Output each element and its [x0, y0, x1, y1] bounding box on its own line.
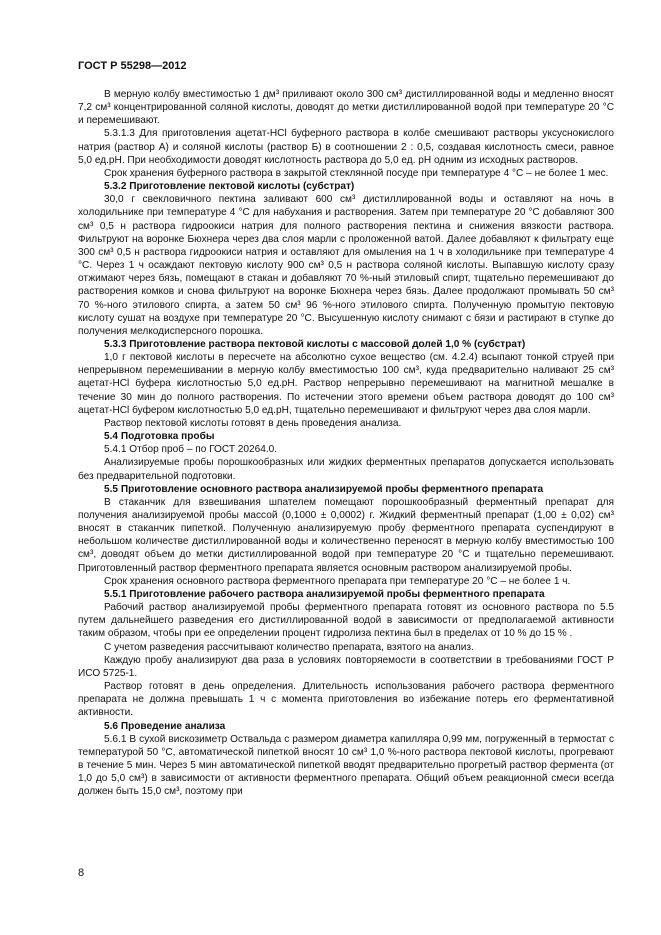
section-heading: 5.5.1 Приготовление рабочего раствора анализируемой пробы ферментного препарата	[104, 588, 545, 600]
paragraph: 1,0 г пектовой кислоты в пересчете на абсолютно сухое вещество (см. 4.2.4) всыпают тонкой струей при непрерывном перемешивании в мерную колбу вместимостью 100 см³, куда предварительно наливают 25 см³ ацетат-HCl буфера кислотностью 5,0 ед.рН. Раствор непрерывно перемешивают на магнитной мешалке в течение 30 мин до полного растворения. По истечении этого времени объем раствора доводят до 100 см³ ацетат-HCl буфером кислотностью 5,0 ед.рН, тщательно перемешивают и фильтруют через два слоя марли.	[78, 352, 614, 416]
section-heading: 5.6 Проведение анализа	[104, 720, 226, 732]
paragraph: В мерную колбу вместимостью 1 дм³ приливают около 300 см³ дистиллированной воды и медленно вносят 7,2 см³ концентрированной соляной кислоты, доводят до метки дистиллированной водой при температуре 20 °С и перемешивают.	[78, 89, 614, 127]
paragraph: Анализируемые пробы порошкообразных или жидких ферментных препаратов допускается использовать без предварительной подготовки.	[78, 457, 614, 482]
paragraph: 5.6.1 В сухой вискозиметр Оствальда с размером диаметра капилляра 0,99 мм, погруженный в термостат с температурой 50 °С, автоматической пипеткой вносят 10 см³ 1,0 %-ного раствора пектовой кислоты, прогревают в течение 5 мин. Через 5 мин автоматической пипеткой вводят предварительно прогретый раствор фермента (от 1,0 до 5,0 см³) в зависимости от активности ферментного препарата. Общий объем реакционной смеси всегда должен быть 15,0 см³, поэтому при	[78, 733, 614, 798]
paragraph: С учетом разведения рассчитывают количество препарата, взятого на анализ.	[104, 641, 474, 653]
paragraph: В стаканчик для взвешивания шпателем помещают порошкообразный ферментный препарат для получения анализируемой пробы массой (0,1000 ± 0,0002) г. Жидкий ферментный препарат (1,00 ± 0,02) см³ вносят в стаканчик пипеткой. Полученную анализируемую пробу ферментного препарата суспендируют в небольшом количестве дистиллированной воды и количественно переносят в мерную колбу вместимостью 100 см³, доводят объем до метки дистиллированной водой при температуре 20 °С и тщательно перемешивают. Приготовленный раствор ферментного препарата является основным раствором анализируемой пробы.	[78, 496, 614, 574]
paragraph: Раствор пектовой кислоты готовят в день проведения анализа.	[104, 417, 402, 429]
paragraph: 30,0 г свекловичного пектина заливают 600 см³ дистиллированной воды и оставляют на ночь в холодильнике при температуре 4 °С для набухания и растворения. Затем при температуре 20 °С добавляют 300 см³ 0,5 н раствора гидроокиси натрия для полного растворения пектина и снижения вязкости раствора. Фильтруют на воронке Бюхнера через два слоя марли с проложенной ватой. Далее добавляют к фильтрату еще 300 см³ 0,5 н раствора гидроокиси натрия и оставляют для омыления на 1 ч в холодильнике при температуре 4 °С. Через 1 ч осаждают пектовую кислоту 900 см³ 0,5 н раствора соляной кислоты. Выпавшую кислоту сразу отжимают через бязь, помещают в стакан и добавляют 70 %-ный этиловый спирт, тщательно перемешивают до растворения комков и снова фильтруют на воронке Бюхнера через бязь. Далее продолжают промывать 50 см³ 70 %-ного этилового спирта, а затем 50 см³ 96 %-ного этилового спирта. Полученную промытую пектовую кислоту сушат на воздухе при температуре 20 °С. Высушенную кислоту снимают с бязи и растирают в ступке до получения мелкодисперсного порошка.	[78, 194, 614, 337]
page-number: 8	[78, 867, 85, 879]
paragraph: 5.3.1.3 Для приготовления ацетат-HCl буферного раствора в колбе смешивают растворы уксуснокислого натрия (раствор А) и соляной кислоты (раствор Б) в соотношении 2 : 0,5, создавая кислотность смеси, равное 5,0 ед.рН. При необходимости доводят кислотность раствора до 5,0 ед. рН одним из исходных растворов.	[78, 128, 614, 166]
section-heading: 5.4 Подготовка пробы	[104, 431, 215, 443]
paragraph: 5.4.1 Отбор проб – по ГОСТ 20264.0.	[104, 444, 278, 456]
section-heading: 5.5 Приготовление основного раствора анализируемой пробы ферментного препарата	[104, 483, 544, 495]
section-heading: 5.3.3 Приготовление раствора пектовой кислоты с массовой долей 1,0 % (субстрат)	[104, 338, 526, 350]
document-header: ГОСТ Р 55298—2012	[78, 60, 187, 72]
section-heading: 5.3.2 Приготовление пектовой кислоты (субстрат)	[104, 181, 355, 193]
paragraph: Срок хранения буферного раствора в закрытой стеклянной посуде при температуре 4 °С – не более 1 мес.	[104, 167, 609, 179]
paragraph: Рабочий раствор анализируемой пробы ферментного препарата готовят из основного раствора по 5.5 путем дальнейшего разведения его дистиллированной водой в зависимости от предполагаемой активности таким образом, чтобы при ее определении процент гидролиза пектина был в пределах от 10 % до 15 % .	[78, 602, 614, 640]
paragraph: Раствор готовят в день определения. Длительность использования рабочего раствора ферментного препарата не должна превышать 1 ч с момента приготовления во избежание потерь его ферментативной активности.	[78, 681, 614, 719]
paragraph: Каждую пробу анализируют два раза в условиях повторяемости в соответствии в требованиями ГОСТ Р ИСО 5725-1.	[78, 654, 614, 679]
document-body	[78, 88, 614, 798]
paragraph: Срок хранения основного раствора ферментного препарата при температуре 20 °С – не более 1 ч.	[104, 575, 571, 587]
